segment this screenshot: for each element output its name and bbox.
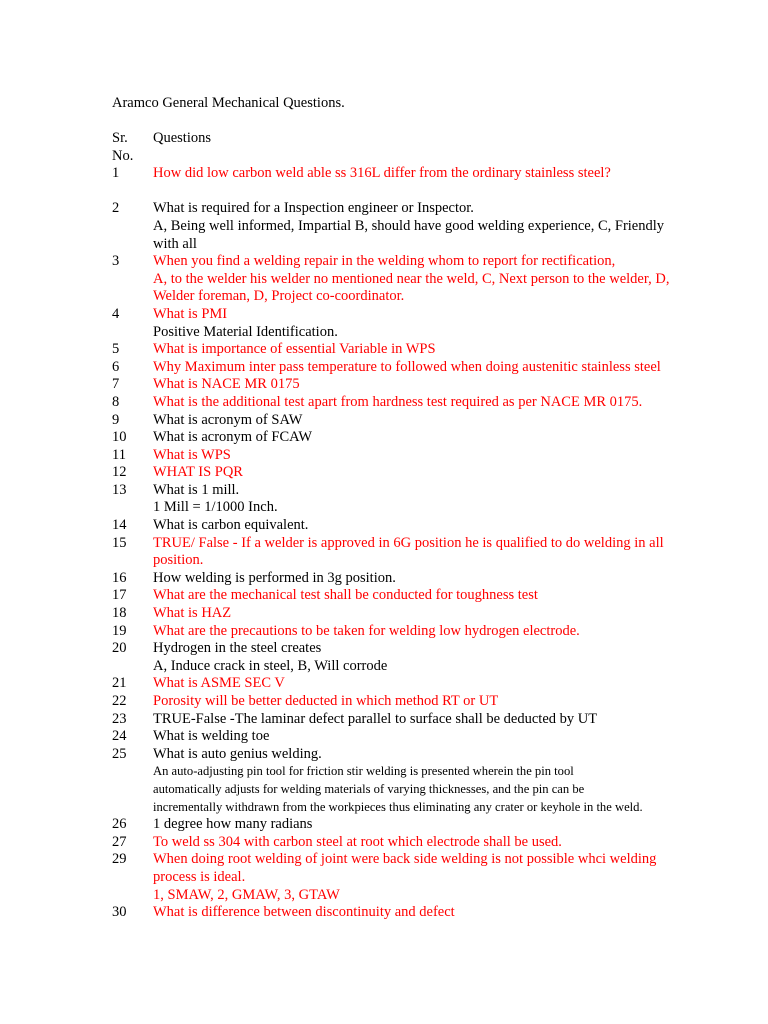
question-text (153, 605, 712, 623)
question-number: 21 (112, 675, 127, 692)
no-label: No. (112, 147, 134, 164)
sr-label: Sr. (112, 130, 128, 146)
question-text (153, 816, 712, 834)
question-row (112, 341, 712, 359)
questions-header: Questions (153, 130, 211, 146)
question-line: What are the mechanical test shall be conducted for toughness test (153, 587, 538, 604)
question-text (153, 851, 712, 904)
question-row (112, 535, 712, 570)
question-row (112, 834, 712, 852)
question-row (112, 464, 712, 482)
question-line: 1 Mill = 1/1000 Inch. (153, 499, 278, 516)
question-row (112, 200, 712, 253)
question-text (153, 693, 712, 711)
question-row (112, 482, 712, 517)
question-row (112, 165, 712, 183)
question-number: 20 (112, 640, 127, 657)
question-row (112, 693, 712, 711)
question-text (153, 570, 712, 588)
question-number: 19 (112, 622, 127, 639)
question-line: TRUE/ False - If a welder is approved in 6G position he is qualified to do welding in all (153, 534, 664, 551)
question-text (153, 359, 712, 377)
document-title: Aramco General Mechanical Questions. (112, 95, 345, 111)
question-number: 18 (112, 605, 127, 622)
question-number: 30 (112, 904, 127, 921)
question-line: WHAT IS PQR (153, 464, 243, 481)
question-row (112, 447, 712, 465)
table-header (112, 130, 712, 165)
question-line: A, to the welder his welder no mentioned near the weld, C, Next person to the welder, D, (153, 270, 670, 287)
question-row (112, 376, 712, 394)
document-page (112, 94, 712, 922)
sr-no-header (112, 130, 153, 165)
question-number: 16 (112, 569, 127, 586)
answer-paragraph (153, 763, 712, 816)
question-line: How did low carbon weld able ss 316L differ from the ordinary stainless steel? (153, 165, 611, 182)
question-text (153, 482, 712, 517)
question-text (153, 376, 712, 394)
question-text (153, 728, 712, 746)
question-line: What is 1 mill. (153, 481, 240, 498)
question-number: 27 (112, 833, 127, 850)
question-row (112, 711, 712, 729)
question-row (112, 746, 712, 816)
question-row (112, 728, 712, 746)
question-number: 1 (112, 165, 120, 182)
question-number: 4 (112, 305, 120, 322)
question-row (112, 517, 712, 535)
question-row (112, 623, 712, 641)
question-number: 24 (112, 728, 127, 745)
question-line: To weld ss 304 with carbon steel at root which electrode shall be used. (153, 833, 562, 850)
question-number: 9 (112, 411, 120, 428)
question-list (112, 165, 712, 922)
question-text (153, 165, 712, 183)
question-line: 1 degree how many radians (153, 816, 313, 833)
question-text (153, 904, 712, 922)
question-text (153, 200, 712, 253)
answer-line: An auto-adjusting pin tool for friction stir welding is presented wherein the pin tool (153, 764, 574, 779)
question-row (112, 587, 712, 605)
question-number: 3 (112, 253, 120, 270)
question-text (153, 306, 712, 341)
question-number: 22 (112, 693, 127, 709)
question-text (153, 675, 712, 693)
question-line: What is importance of essential Variable in WPS (153, 341, 436, 358)
question-line: What is acronym of SAW (153, 411, 303, 428)
question-number: 25 (112, 745, 127, 762)
question-text (153, 517, 712, 535)
question-line: What is auto genius welding. (153, 745, 322, 762)
question-text (153, 429, 712, 447)
question-line: When you find a welding repair in the welding whom to report for rectification, (153, 253, 616, 270)
question-row (112, 429, 712, 447)
question-line: TRUE-False -The laminar defect parallel to surface shall be deducted by UT (153, 710, 598, 727)
question-line: Porosity will be better deducted in which method RT or UT (153, 693, 499, 709)
question-line: with all (153, 235, 197, 252)
question-line: What is ASME SEC V (153, 675, 285, 692)
question-line: What is NACE MR 0175 (153, 376, 300, 393)
answer-line: incrementally withdrawn from the workpieces thus eliminating any crater or keyhole in the weld. (153, 799, 643, 814)
question-number: 6 (112, 358, 120, 375)
question-line: When doing root welding of joint were back side welding is not possible whci welding (153, 851, 657, 868)
question-number: 5 (112, 341, 120, 358)
question-number: 7 (112, 376, 120, 393)
question-row (112, 253, 712, 306)
question-row (112, 306, 712, 341)
question-line: What is PMI (153, 305, 228, 322)
question-text (153, 640, 712, 675)
question-number: 15 (112, 534, 127, 551)
answer-line: automatically adjusts for welding materials of varying thicknesses, and the pin can be (153, 781, 585, 796)
question-line: What is carbon equivalent. (153, 517, 309, 534)
question-line: 1, SMAW, 2, GMAW, 3, GTAW (153, 886, 340, 903)
question-number: 23 (112, 710, 127, 727)
question-line: What is the additional test apart from hardness test required as per NACE MR 0175. (153, 393, 643, 410)
question-row (112, 570, 712, 588)
question-row (112, 640, 712, 675)
question-line: process is ideal. (153, 868, 246, 885)
question-line: What is welding toe (153, 728, 270, 745)
question-number: 2 (112, 200, 120, 217)
question-text (153, 587, 712, 605)
question-row (112, 816, 712, 834)
question-text (153, 834, 712, 852)
question-text (153, 412, 712, 430)
question-number: 8 (112, 393, 120, 410)
question-text (153, 394, 712, 412)
question-line: What is required for a Inspection engineer or Inspector. (153, 200, 474, 217)
question-number: 29 (112, 851, 127, 868)
question-row (112, 904, 712, 922)
question-number: 26 (112, 816, 127, 833)
question-number: 12 (112, 464, 127, 481)
question-row (112, 359, 712, 377)
question-line: A, Induce crack in steel, B, Will corrode (153, 657, 388, 674)
question-line: How welding is performed in 3g position. (153, 569, 396, 586)
question-text (153, 746, 712, 816)
question-text (153, 464, 712, 482)
question-text (153, 535, 712, 570)
question-text (153, 447, 712, 465)
question-row (112, 605, 712, 623)
question-number: 13 (112, 481, 127, 498)
question-line: Hydrogen in the steel creates (153, 640, 322, 657)
question-number: 17 (112, 587, 127, 604)
question-number: 11 (112, 446, 126, 463)
question-line: Why Maximum inter pass temperature to followed when doing austenitic stainless steel (153, 358, 661, 375)
question-number: 14 (112, 517, 127, 534)
question-text (153, 341, 712, 359)
question-row (112, 675, 712, 693)
question-row (112, 412, 712, 430)
question-row (112, 394, 712, 412)
question-line: What is acronym of FCAW (153, 429, 313, 446)
question-line: What are the precautions to be taken for welding low hydrogen electrode. (153, 622, 580, 639)
question-line: What is WPS (153, 446, 231, 463)
question-row (112, 851, 712, 904)
question-text (153, 623, 712, 641)
question-text (153, 253, 712, 306)
question-line: A, Being well informed, Impartial B, should have good welding experience, C, Friendly (153, 217, 665, 234)
question-line: position. (153, 552, 204, 569)
question-line: What is HAZ (153, 605, 232, 622)
question-line: Welder foreman, D, Project co-coordinator. (153, 288, 405, 305)
answer-line: Positive Material Identification. (153, 323, 338, 340)
question-text (153, 711, 712, 729)
question-number: 10 (112, 429, 127, 446)
question-line: What is difference between discontinuity and defect (153, 904, 455, 921)
